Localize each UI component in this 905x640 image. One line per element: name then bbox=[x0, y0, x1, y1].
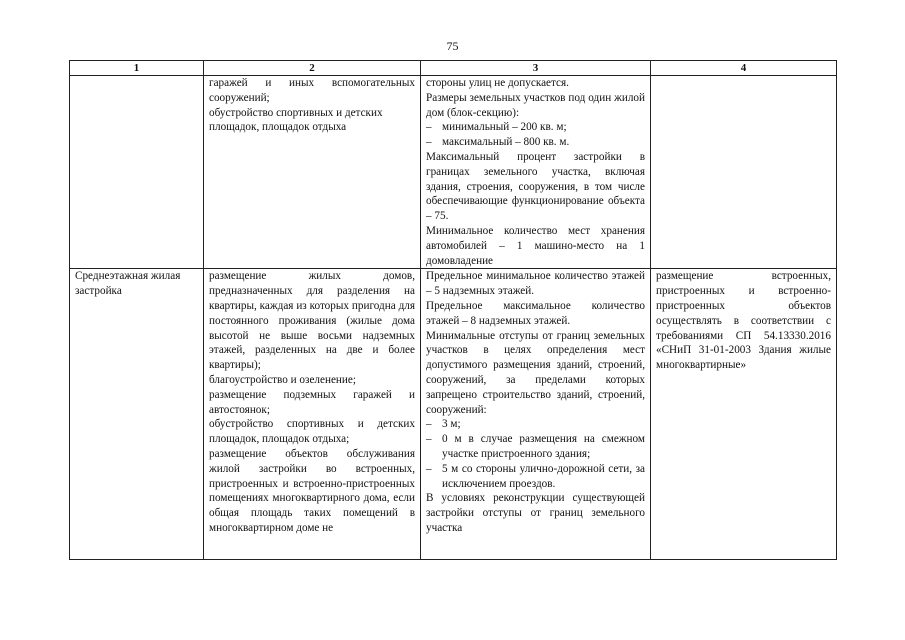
row2-col3-para: Предельное минимальное количество этажей – 5 надземных этажей. bbox=[426, 270, 645, 298]
row1-col3-para: Минимальное количество мест хранения автомобилей – 1 машино-место на 1 домовладение bbox=[426, 224, 645, 267]
row2-list-item: – 5 м со стороны улично-дорожной сети, за исключением проездов. bbox=[426, 462, 645, 490]
table-header-row bbox=[70, 61, 837, 76]
row1-col2-line: обустройство спортивных и детских площадок, площадок отдыха bbox=[209, 106, 383, 134]
row2-col3-para: В условиях реконструкции существующей застройки отступы от границ земельного участка bbox=[426, 492, 645, 534]
regulations-table bbox=[69, 60, 837, 560]
row2-col3-para: Минимальные отступы от границ земельных участков в целях определения мест допустимого размещения зданий, строений, сооружений, за пределами которых запрещено строительство зданий, строений, сооружений: bbox=[426, 329, 645, 416]
row2-col2-para: обустройство спортивных и детских площадок, площадок отдыха; bbox=[209, 418, 415, 446]
row2-col4-para: размещение встроенных, пристроенных и встроенно-пристроенных объектов осуществлять в соответствии с требованиями СП 54.13330.2016 «СНиП 31-01-2003 Здания жилые многоквартирные» bbox=[656, 270, 831, 372]
column-header-2: 2 bbox=[204, 61, 421, 76]
column-header-4: 4 bbox=[651, 61, 837, 76]
row2-col2-para: благоустройство и озеленение; bbox=[209, 373, 356, 386]
row2-col2-para: размещение жилых домов, предназначенных для разделения на квартиры, каждая из которых пригодна для постоянного проживания (жилые дома высотой не выше восьми надземных этажей, разделенных на две и более квартиры); bbox=[209, 270, 415, 372]
row2-col2-para: размещение объектов обслуживания жилой застройки во встроенных, пристроенных и встроенно-пристроенных помещениях многоквартирного дома, если общая площадь таких помещений в многоквартирном доме не bbox=[209, 447, 415, 534]
table-row bbox=[70, 269, 837, 560]
row2-parameters-cell bbox=[421, 269, 651, 560]
row2-col2-para: размещение подземных гаражей и автостоянок; bbox=[209, 388, 415, 416]
row2-restrictions-cell bbox=[651, 269, 837, 560]
row1-col2-line: гаражей и иных вспомогательных сооружений; bbox=[209, 77, 415, 104]
row1-col3-para: Размеры земельных участков под один жилой дом (блок-секцию): bbox=[426, 91, 645, 119]
column-header-3: 3 bbox=[421, 61, 651, 76]
page-number: 75 bbox=[446, 39, 459, 53]
row1-list-item: – минимальный – 200 кв. м; bbox=[426, 121, 567, 134]
row1-use-name-cell bbox=[70, 76, 204, 269]
table-row bbox=[70, 76, 837, 269]
row2-list-item: – 0 м в случае размещения на смежном участке пристроенного здания; bbox=[426, 433, 645, 460]
row1-parameters-cell bbox=[421, 76, 651, 269]
row1-restrictions-cell bbox=[651, 76, 837, 269]
row1-col3-para: Максимальный процент застройки в границах земельного участка, включая здания, строения, сооружения, в том числе обеспечивающие функционирование объекта – 75. bbox=[426, 150, 645, 223]
row2-use-name-cell: Среднеэтажная жилая застройка bbox=[70, 269, 204, 560]
row2-list-item: – 3 м; bbox=[426, 418, 461, 431]
row1-list-item: – максимальный – 800 кв. м. bbox=[426, 136, 570, 149]
row2-use-description-cell bbox=[204, 269, 421, 560]
row1-use-description-cell bbox=[204, 76, 421, 269]
row1-col3-para: стороны улиц не допускается. bbox=[426, 77, 569, 89]
column-header-1: 1 bbox=[70, 61, 204, 76]
row2-col3-para: Предельное максимальное количество этажей – 8 надземных этажей. bbox=[426, 299, 645, 327]
